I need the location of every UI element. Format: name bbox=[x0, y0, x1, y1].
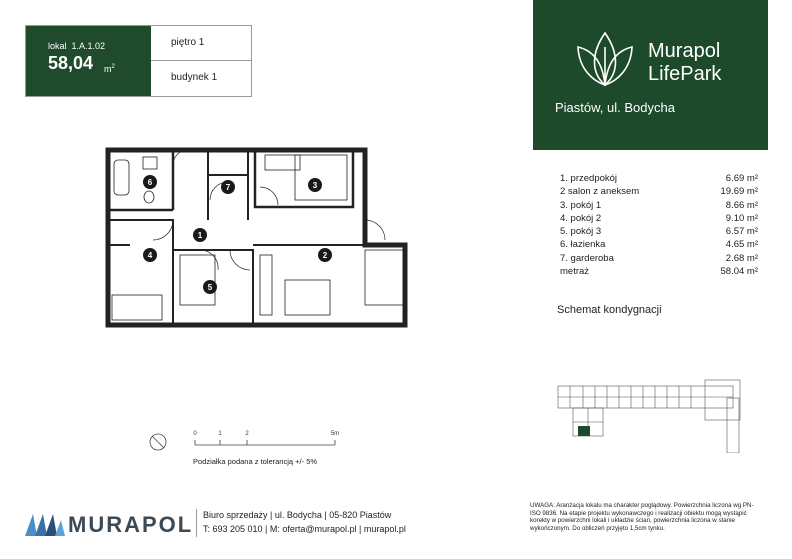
room-label-5: 5 bbox=[207, 283, 213, 292]
brand-name-line1: Murapol bbox=[648, 40, 721, 62]
room-row: 7. garderoba 2.68 m² bbox=[560, 252, 758, 264]
unit-highlight bbox=[578, 426, 590, 436]
scale-tick-1: 1 bbox=[218, 431, 222, 437]
disclaimer-text: UWAGA: Aranżacja lokalu ma charakter poglądowy. Powierzchnia liczona wg PN-ISO 9836. Na etapie projektu wykonawczego i realizacji obiektu mogą wystąpić korekty w powierzchni lokali i układzie ścian, powierzchnia liczona w stanie wykończonym. Do obliczeń przyjęto 1,5cm tynku. bbox=[530, 502, 754, 533]
scale-bar bbox=[140, 420, 350, 455]
scale-tick-5: 5m bbox=[330, 431, 340, 437]
room-row: 1. przedpokój 6.69 m² bbox=[560, 173, 758, 184]
brand-panel bbox=[533, 0, 768, 150]
room-row: 3. pokój 1 8.66 m² bbox=[560, 199, 758, 211]
room-row: 6. łazienka 4.65 m² bbox=[560, 239, 758, 251]
footer-company-name: MURAPOL bbox=[68, 512, 194, 537]
footer-sales-office: Biuro sprzedaży | ul. Bodycha | 05-820 Piastów bbox=[203, 510, 392, 520]
room-label-6: 6 bbox=[147, 178, 153, 187]
room-label-4: 4 bbox=[147, 251, 153, 260]
scale-tick-0: 0 bbox=[193, 431, 197, 437]
schemat-title: Schemat kondygnacji bbox=[557, 304, 662, 316]
room-label-7: 7 bbox=[225, 183, 231, 192]
footer-divider bbox=[196, 509, 197, 537]
room-label-1: 1 bbox=[197, 231, 203, 240]
unit-area-value: 58,04 bbox=[48, 53, 94, 73]
murapol-logo-icon bbox=[25, 510, 65, 536]
room-label-3: 3 bbox=[312, 181, 318, 190]
brand-address: Piastów, ul. Bodycha bbox=[555, 100, 675, 115]
unit-info-box bbox=[25, 25, 252, 97]
scale-tick-2: 2 bbox=[245, 431, 249, 437]
room-row: 2 salon z aneksem 19.69 m² bbox=[560, 186, 758, 198]
floor-label: piętro 1 bbox=[151, 26, 251, 61]
room-row-total: metraż 58.04 m² bbox=[560, 266, 758, 278]
brand-name-line2: LifePark bbox=[648, 63, 722, 85]
room-row: 5. pokój 3 6.57 m² bbox=[560, 226, 758, 238]
room-label-2: 2 bbox=[322, 251, 328, 260]
building-label: budynek 1 bbox=[171, 72, 218, 83]
room-list bbox=[560, 173, 758, 279]
lokal-label: lokal 1.A.1.02 bbox=[48, 41, 106, 51]
scale-note: Podziałka podana z tolerancją +/- 5% bbox=[193, 457, 318, 466]
unit-area-panel bbox=[26, 26, 151, 96]
footer-contact: T: 693 205 010 | M: oferta@murapol.pl | murapol.pl bbox=[203, 524, 406, 534]
unit-area-unit: $m^2$ bbox=[104, 64, 115, 74]
room-row: 4. pokój 2 9.10 m² bbox=[560, 212, 758, 224]
leaf-logo-icon bbox=[573, 25, 638, 90]
floor-schematic bbox=[555, 378, 760, 453]
floor-plan bbox=[100, 145, 420, 335]
